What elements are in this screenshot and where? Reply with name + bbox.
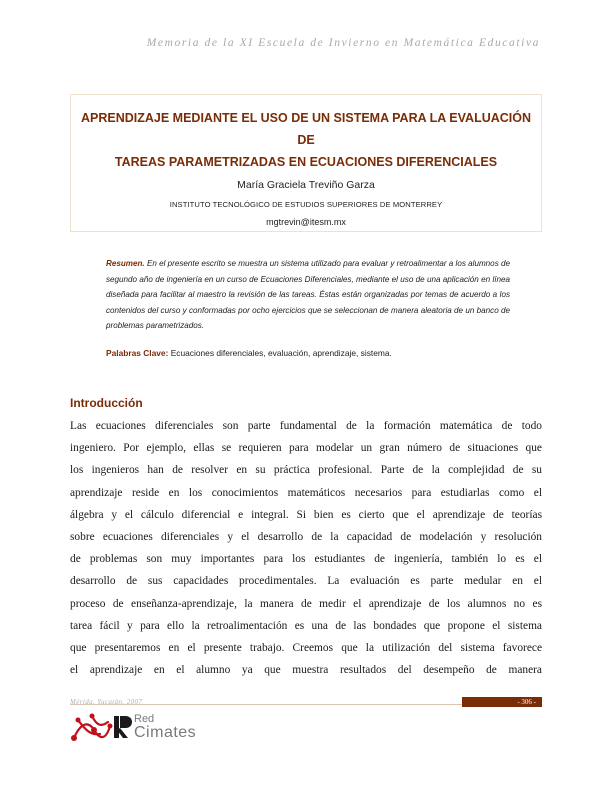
- body-line: de problemas son muy importantes para los estudiantes de ingeniería, también lo es el: [70, 553, 542, 566]
- body-line: los ingenieros han de resolver en su práctica profesional. Parte de la complejidad de su: [70, 464, 542, 477]
- body-line: Las ecuaciones diferenciales son parte fundamental de la formación matemática de todo: [70, 420, 542, 432]
- author-email[interactable]: mgtrevin@itesm.mx: [266, 217, 346, 227]
- body-line: sobre ecuaciones diferenciales y el desarrollo de la capacidad de modelación y resolución: [70, 531, 542, 544]
- abstract-text: En el presente escrito se muestra un sistema utilizado para evaluar y retroalimentar a los alumnos de segundo año de ingeniería en un curso de Ecuaciones Diferenciales, mediante el uso de una aplicación en línea diseñada para facilitar al maestro la revisión de las tareas. Éstas están organizadas por temas de acuerdo a los contenidos del curso y conformadas por ocho ejercicios que se seleccionan de manera aleatoria de un banco de problemas parametrizados.: [106, 259, 510, 331]
- body-line: desarrollo de sus capacidades procedimentales. La evaluación es parte medular en el: [70, 575, 542, 588]
- keywords-text: Ecuaciones diferenciales, evaluación, aprendizaje, sistema.: [170, 348, 392, 358]
- title-line-2: TAREAS PARAMETRIZADAS EN ECUACIONES DIFERENCIALES: [114, 155, 498, 169]
- running-header: Memoria de la XI Escuela de Invierno en Matemática Educativa: [146, 37, 540, 49]
- body-line: proceso de enseñanza-aprendizaje, la manera de medir el aprendizaje de los alumnos no es: [70, 597, 542, 610]
- body-line: aprendizaje reside en los conocimientos matemáticos necesarios para estudiarlas como el: [70, 486, 542, 499]
- author-name: María Graciela Treviño Garza: [237, 179, 375, 191]
- keywords: [106, 348, 510, 358]
- body-line: tarea fácil y para ello la retroalimentación es una de las bondades que propone el sistema: [70, 619, 542, 632]
- body-line: el aprendizaje en el alumno ya que muestra resultados del desempeño de manera: [70, 664, 542, 677]
- keywords-label: Palabras Clave:: [106, 348, 169, 358]
- logo-text-cimates: Cimates: [134, 724, 197, 741]
- body-line: álgebra y el cálculo diferencial e integral. Si bien es cierto que el aprendizaje de teorías: [70, 508, 542, 521]
- body-line: que presentaremos en el presente trabajo. Creemos que la utilización del sistema favorece: [70, 642, 542, 655]
- abstract: [106, 256, 510, 334]
- title-box: [70, 94, 542, 232]
- section-heading-introduction: Introducción: [70, 396, 143, 410]
- abstract-label: Resumen.: [106, 259, 145, 268]
- logo-text-red: Red: [134, 713, 155, 725]
- institution: INSTITUTO TECNOLÓGICO DE ESTUDIOS SUPERIORES DE MONTERREY: [169, 200, 443, 209]
- paper-title: [71, 107, 541, 173]
- page-number: - 306 -: [462, 697, 542, 707]
- introduction-body: [70, 415, 542, 681]
- footer-place-year: Mérida, Yucatán. 2007: [70, 698, 143, 706]
- title-line-1: APRENDIZAJE MEDIANTE EL USO DE UN SISTEMA PARA LA EVALUACIÓN DE: [80, 111, 532, 147]
- body-line: ingeniero. Por ejemplo, ellas se requieren para modelar un gran número de situaciones que: [70, 442, 542, 455]
